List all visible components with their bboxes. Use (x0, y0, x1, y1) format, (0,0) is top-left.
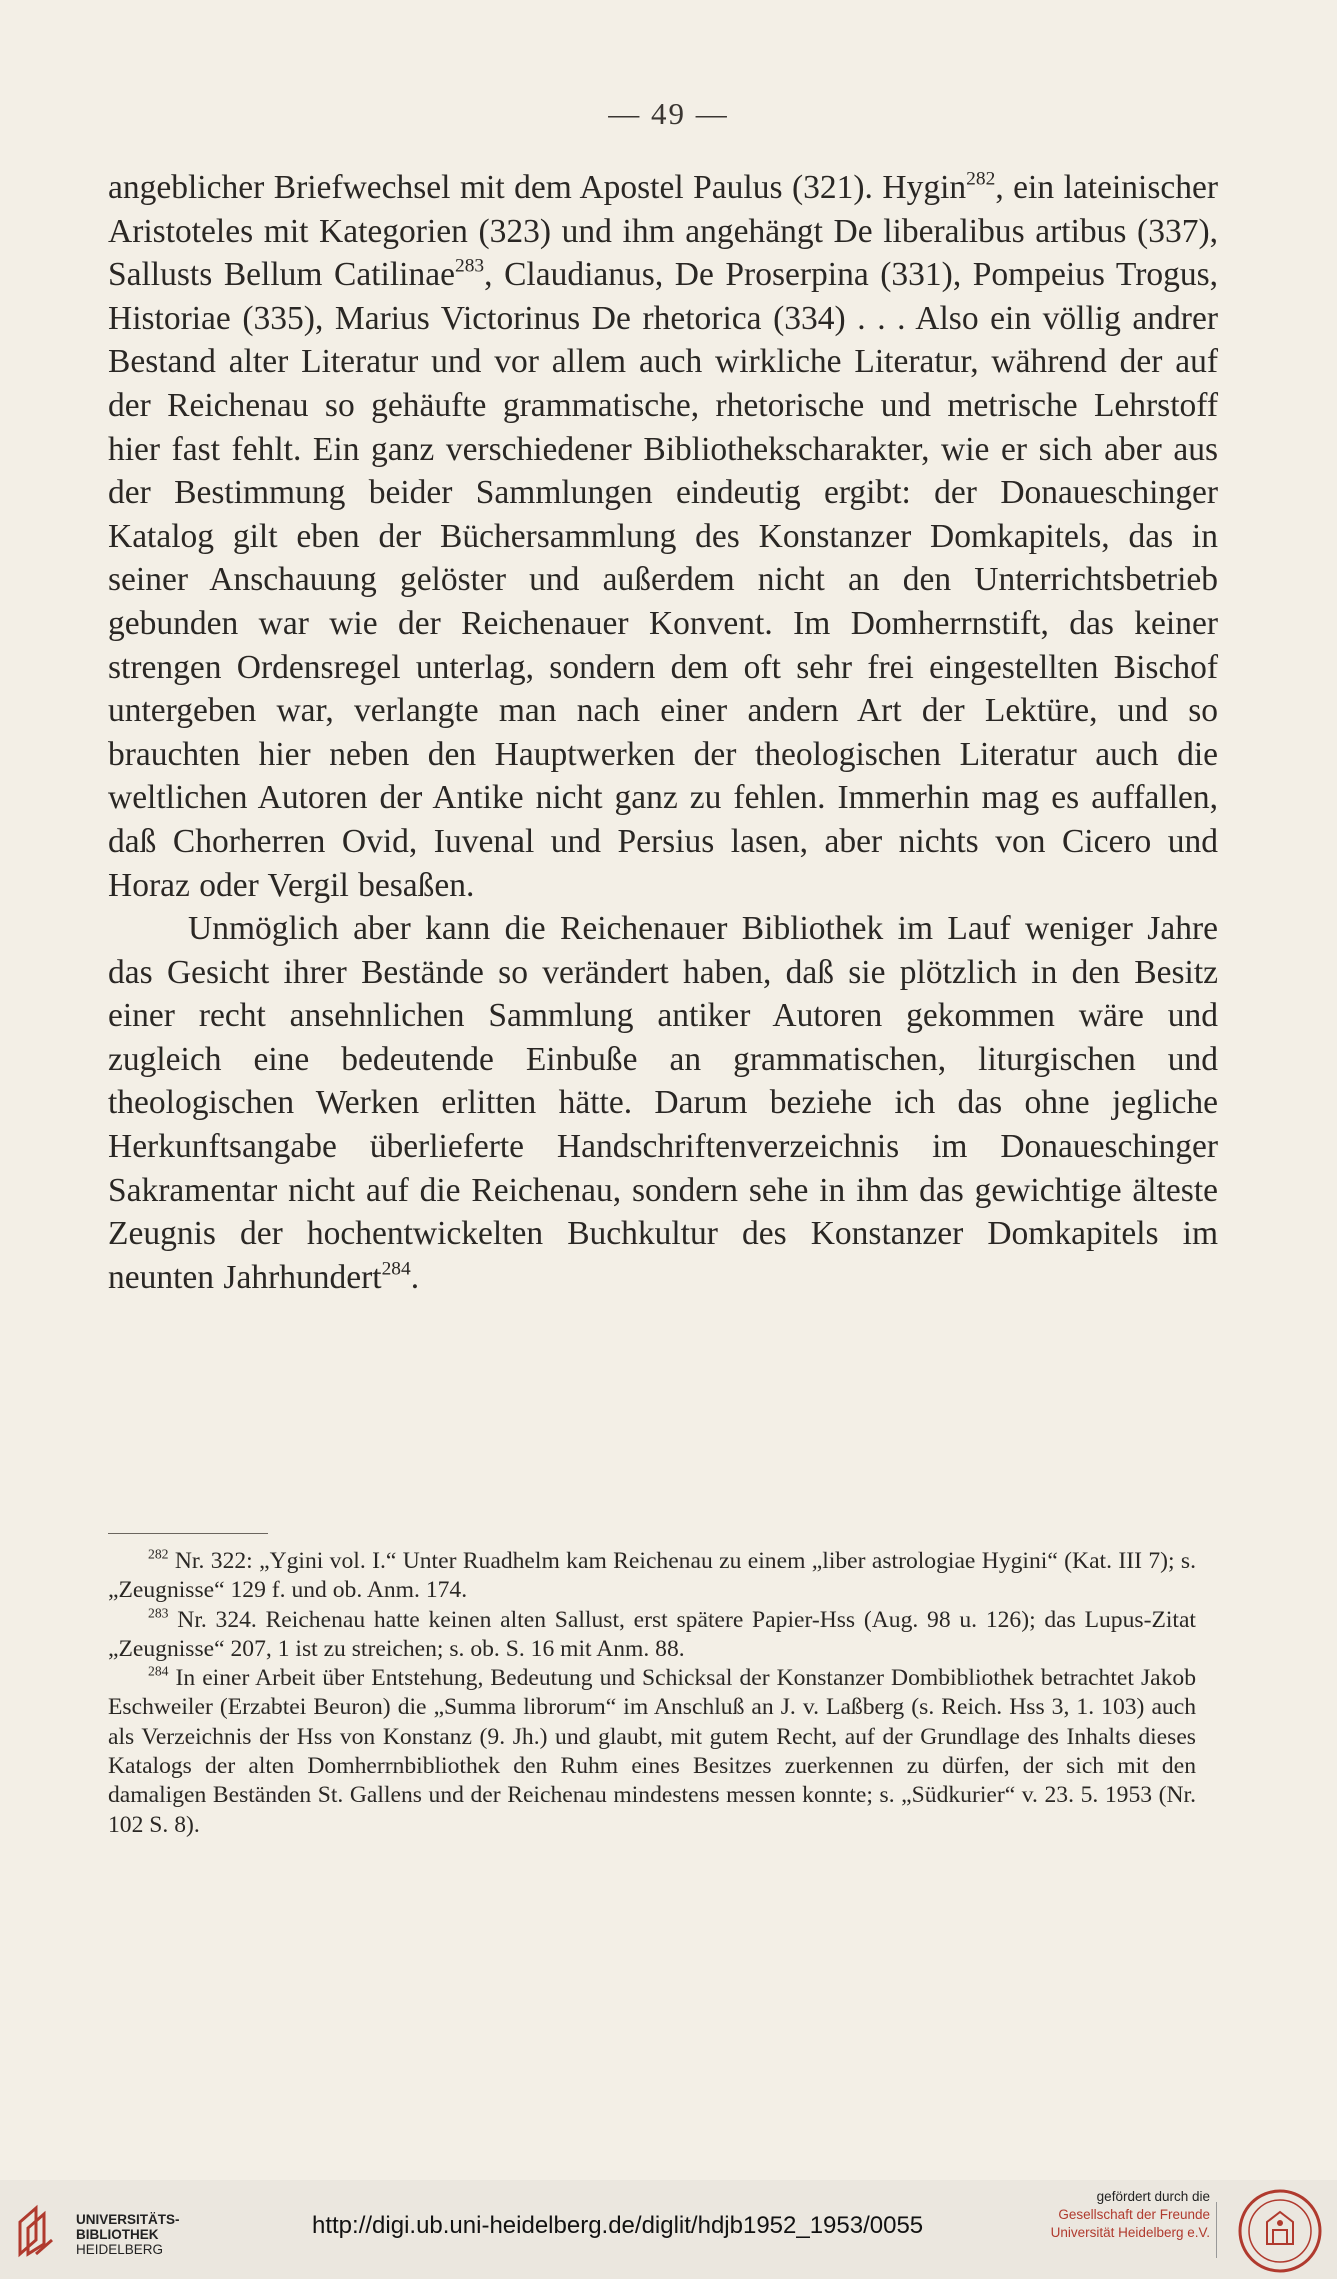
footnote-ref-283: 283 (454, 255, 485, 277)
library-name-line: UNIVERSITÄTS- (76, 2212, 180, 2227)
library-name-line: BIBLIOTHEK (76, 2227, 159, 2242)
footnote-text: In einer Arbeit über Entstehung, Bedeutung und Schicksal der Konstanzer Dombibliothek betrachtet Jakob Eschweiler (Erzabtei Beuron) die „Summa librorum“ im Anschluß an J. v. Laßberg (s. Reich. Hss 3, 1. 103) auch als Verzeichnis der Hss von Konstanz (9. Jh.) und glaubt, mit gutem Recht, auf der Grundlage des Inhalts dieses Katalogs der alten Domherrnbibliothek den Ruhm eines Besitzes zuerkennen zu dürfen, der sich mit den damaligen Beständen St. Gallens und der Reichenau mindestens messen konnte; s. „Südkurier“ v. 23. 5. 1953 (Nr. 102 S. 8). (108, 1665, 1196, 1838)
footnote-separator (108, 1533, 268, 1534)
paragraph-2 (108, 907, 1218, 1299)
digitization-footer (0, 2180, 1337, 2279)
footnote-text: Nr. 324. Reichenau hatte keinen alten Sallust, erst spätere Papier-Hss (Aug. 98 u. 126); das Lupus-Zitat „Zeugnisse“ 207, 1 ist zu streichen; s. ob. S. 16 mit Anm. 88. (108, 1606, 1196, 1662)
paragraph-1 (108, 166, 1218, 907)
sponsor-credit (1051, 2188, 1210, 2242)
sponsor-lead: gefördert durch die (1096, 2189, 1210, 2204)
text-run: angeblicher Briefwechsel mit dem Apostel Paulus (321). Hygin (108, 169, 967, 206)
footnote-284 (108, 1664, 1196, 1840)
university-seal-icon (1237, 2188, 1323, 2274)
footnote-number: 283 (148, 1605, 169, 1621)
footnote-282 (108, 1547, 1196, 1606)
text-run: Unmöglich aber kann die Reichenauer Bibliothek im Lauf weniger Jahre das Gesicht ihrer Bestände so verändert haben, daß sie plötzlich in den Besitz einer recht ansehnlichen Sammlung antiker Autoren gekommen wäre und zugleich eine bedeutende Einbuße an grammatischen, liturgischen und theologischen Werken erlitten hätte. Darum beziehe ich das ohne jegliche Herkunftsangabe überlieferte Handschriftenverzeichnis im Donaueschinger Sakramentar nicht auf die Reichenau, sondern sehe in ihm das gewichtige älteste Zeugnis der hochentwickelten Buchkultur des Konstanzer Domkapitels im neunten Jahrhundert (108, 910, 1218, 1296)
sponsor-name-line: Gesellschaft der Freunde (1058, 2207, 1210, 2222)
footnote-number: 282 (148, 1546, 169, 1562)
text-run: , Claudianus, De Proserpina (331), Pompeius Trogus, Historiae (335), Marius Victorinus De rhetorica (334) . . . Also ein völlig andrer Bestand alter Literatur und vor allem auch wirkliche Literatur, während der auf der Reichenau so gehäufte grammatische, rhetorische und metrische Lehrstoff hier fast fehlt. Ein ganz verschiedener Bibliothekscharakter, wie er sich aber aus der Bestimmung beider Sammlungen eindeutig ergibt: der Donaueschinger Katalog gilt eben der Büchersammlung des Konstanzer Domkapitels, das in seiner Anschauung gelöster und außerdem nicht an den Unterrichtsbetrieb gebunden war wie der Reichenauer Konvent. Im Domherrnstift, das keiner strengen Ordensregel unterlag, sondern dem oft sehr frei eingestellten Bischof untergeben war, verlangte man nach einer andern Art der Lektüre, und so brauchten hier neben den Hauptwerken der theologischen Literatur auch die weltlichen Autoren der Antike nicht ganz zu fehlen. Immerhin mag es auffallen, daß Chorherren Ovid, Iuvenal und Persius lasen, aber nichts von Cicero und Horaz oder Vergil besaßen. (108, 256, 1219, 904)
text-run: . (410, 1258, 420, 1296)
page-number: — 49 — (608, 96, 729, 131)
footer-divider (1216, 2202, 1217, 2258)
footnote-text: Nr. 322: „Ygini vol. I.“ Unter Ruadhelm kam Reichenau zu einem „liber astrologiae Hygini“ (Kat. III 7); s. „Zeugnisse“ 129 f. und ob. Anm. 174. (108, 1548, 1196, 1604)
library-logo-icon[interactable] (14, 2204, 64, 2258)
footnote-283 (108, 1606, 1196, 1665)
footnote-ref-282: 282 (966, 168, 996, 190)
sponsor-name-line: Universität Heidelberg e.V. (1050, 2225, 1210, 2240)
library-name (76, 2212, 180, 2257)
footnote-number: 284 (148, 1663, 169, 1679)
main-text (108, 166, 1218, 1299)
text-run: , ein lateinischer Aristoteles mit Kategorien (323) und ihm angehängt De liberalibus artibus (337), Sallusts Bellum Catilinae (108, 169, 1218, 294)
library-name-line: HEIDELBERG (76, 2242, 164, 2257)
permalink[interactable]: http://digi.ub.uni-heidelberg.de/diglit/hdjb1952_1953/0055 (312, 2212, 924, 2239)
footnote-ref-284: 284 (381, 1258, 411, 1280)
footnotes (108, 1547, 1196, 1840)
